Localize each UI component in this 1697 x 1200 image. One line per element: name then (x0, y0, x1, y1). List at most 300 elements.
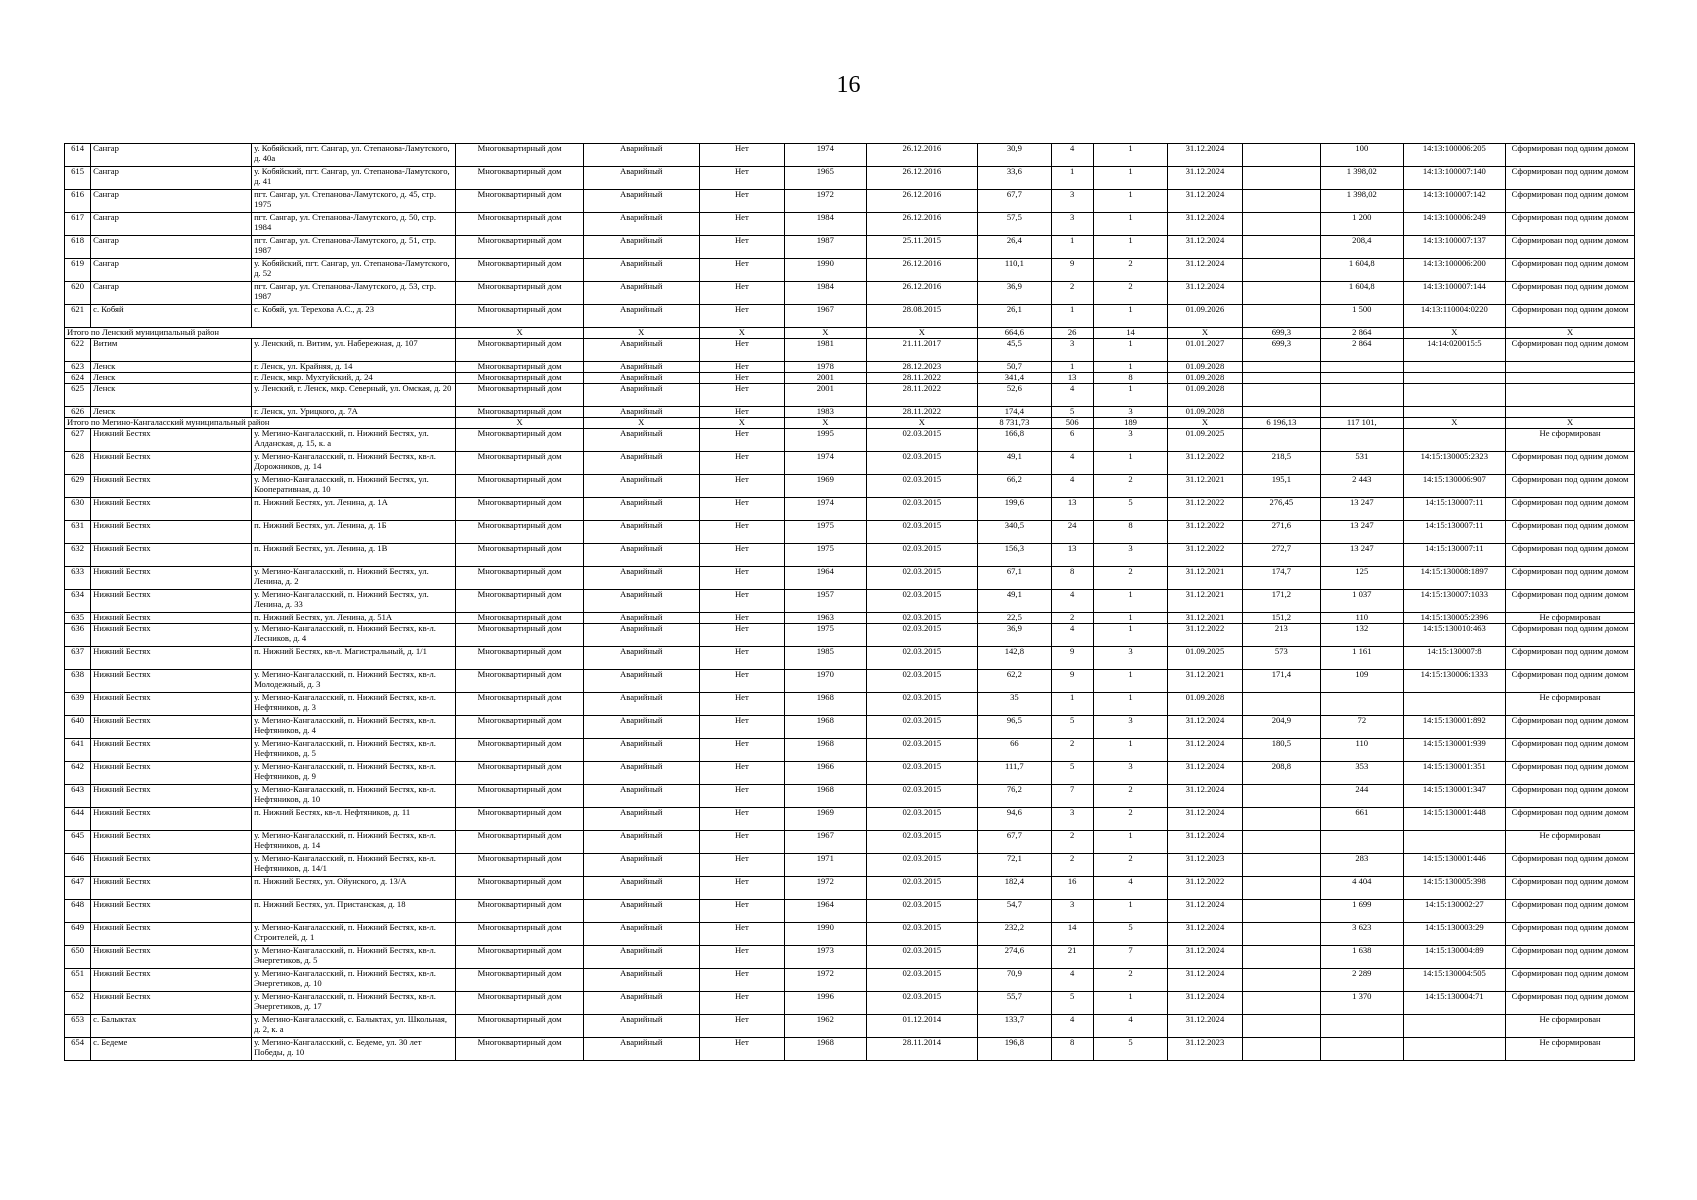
relocation-deadline-cell: 31.12.2024 (1168, 236, 1242, 259)
relocation-deadline-cell: 01.09.2028 (1168, 384, 1242, 407)
value-a-cell (1242, 236, 1320, 259)
value-b-cell: 244 (1321, 785, 1403, 808)
building-type-cell: Многоквартирный дом (456, 647, 584, 670)
count-b-cell: 2 (1093, 808, 1167, 831)
value-a-cell (1242, 362, 1320, 373)
flag-cell: Нет (699, 384, 784, 407)
condition-cell: Аварийный (583, 969, 699, 992)
count-a-cell: 3 (1051, 339, 1093, 362)
table-row (65, 693, 1635, 716)
count-a-cell: 9 (1051, 647, 1093, 670)
row-number: 644 (65, 808, 91, 831)
count-a-cell: 2 (1051, 854, 1093, 877)
area-cell: 49,1 (978, 452, 1051, 475)
cadastral-number-cell (1403, 693, 1506, 716)
count-b-cell: 1 (1093, 831, 1167, 854)
condition-cell: Аварийный (583, 475, 699, 498)
recognition-date-cell: 02.03.2015 (866, 590, 978, 613)
address-cell: у. Мегино-Кангаласский, п. Нижний Бестях, ул. Ленина, д. 2 (252, 567, 456, 590)
row-number: 651 (65, 969, 91, 992)
relocation-deadline-cell: 31.12.2023 (1168, 854, 1242, 877)
subtotal-area-cell: 664,6 (978, 328, 1051, 339)
building-type-cell: Многоквартирный дом (456, 670, 584, 693)
year-built-cell: 1957 (785, 590, 866, 613)
condition-cell: Аварийный (583, 521, 699, 544)
count-b-cell: 1 (1093, 362, 1167, 373)
recognition-date-cell: 02.03.2015 (866, 647, 978, 670)
value-b-cell (1321, 429, 1403, 452)
value-a-cell (1242, 900, 1320, 923)
building-type-cell: Многоквартирный дом (456, 716, 584, 739)
land-plot-note-cell: Не сформирован (1506, 429, 1635, 452)
subtotal-value-b-cell: 117 101, (1321, 418, 1403, 429)
settlement-cell: Ленск (91, 407, 252, 418)
land-plot-note-cell: Сформирован под одним домом (1506, 854, 1635, 877)
relocation-deadline-cell: 31.12.2021 (1168, 590, 1242, 613)
count-b-cell: 1 (1093, 167, 1167, 190)
address-cell: у. Кобяйский, пгт. Сангар, ул. Степанова-Ламутского, д. 52 (252, 259, 456, 282)
relocation-deadline-cell: 01.09.2025 (1168, 647, 1242, 670)
value-b-cell: 1 638 (1321, 946, 1403, 969)
condition-cell: Аварийный (583, 167, 699, 190)
recognition-date-cell: 02.03.2015 (866, 613, 978, 624)
area-cell: 182,4 (978, 877, 1051, 900)
address-cell: у. Кобяйский, пгт. Сангар, ул. Степанова-Ламутского, д. 41 (252, 167, 456, 190)
value-a-cell (1242, 693, 1320, 716)
address-cell: пгт. Сангар, ул. Степанова-Ламутского, д. 45, стр. 1975 (252, 190, 456, 213)
recognition-date-cell: 02.03.2015 (866, 946, 978, 969)
area-cell: 66,2 (978, 475, 1051, 498)
address-cell: п. Нижний Бестях, ул. Ленина, д. 51А (252, 613, 456, 624)
cadastral-number-cell: 14:13:100006:200 (1403, 259, 1506, 282)
flag-cell: Нет (699, 992, 784, 1015)
relocation-deadline-cell: 01.09.2028 (1168, 362, 1242, 373)
building-type-cell: Многоквартирный дом (456, 992, 584, 1015)
count-a-cell: 5 (1051, 407, 1093, 418)
value-a-cell (1242, 384, 1320, 407)
value-a-cell (1242, 167, 1320, 190)
value-b-cell: 2 443 (1321, 475, 1403, 498)
address-cell: п. Нижний Бестях, ул. Ленина, д. 1В (252, 544, 456, 567)
value-a-cell (1242, 305, 1320, 328)
subtotal-relocation-deadline-cell: X (1168, 418, 1242, 429)
value-b-cell: 13 247 (1321, 544, 1403, 567)
row-number: 629 (65, 475, 91, 498)
recognition-date-cell: 28.11.2022 (866, 373, 978, 384)
value-b-cell (1321, 362, 1403, 373)
flag-cell: Нет (699, 624, 784, 647)
count-b-cell: 1 (1093, 900, 1167, 923)
value-b-cell: 1 604,8 (1321, 282, 1403, 305)
relocation-deadline-cell: 31.12.2024 (1168, 716, 1242, 739)
row-number: 641 (65, 739, 91, 762)
row-number: 654 (65, 1038, 91, 1061)
value-b-cell: 353 (1321, 762, 1403, 785)
value-a-cell (1242, 1038, 1320, 1061)
condition-cell: Аварийный (583, 1015, 699, 1038)
settlement-cell: с. Бедеме (91, 1038, 252, 1061)
flag-cell: Нет (699, 831, 784, 854)
recognition-date-cell: 25.11.2015 (866, 236, 978, 259)
relocation-deadline-cell: 31.12.2022 (1168, 544, 1242, 567)
flag-cell: Нет (699, 259, 784, 282)
building-type-cell: Многоквартирный дом (456, 190, 584, 213)
flag-cell: Нет (699, 282, 784, 305)
year-built-cell: 1969 (785, 808, 866, 831)
land-plot-note-cell: Сформирован под одним домом (1506, 946, 1635, 969)
row-number: 645 (65, 831, 91, 854)
value-b-cell (1321, 1015, 1403, 1038)
year-built-cell: 1987 (785, 236, 866, 259)
table-row (65, 808, 1635, 831)
count-a-cell: 13 (1051, 498, 1093, 521)
address-cell: у. Мегино-Кангаласский, п. Нижний Бестях, кв-л. Молодежный, д. 3 (252, 670, 456, 693)
cadastral-number-cell: 14:13:100007:142 (1403, 190, 1506, 213)
value-b-cell (1321, 1038, 1403, 1061)
condition-cell: Аварийный (583, 544, 699, 567)
table-row (65, 992, 1635, 1015)
count-b-cell: 1 (1093, 190, 1167, 213)
settlement-cell: Сангар (91, 144, 252, 167)
value-a-cell (1242, 831, 1320, 854)
year-built-cell: 1981 (785, 339, 866, 362)
building-type-cell: Многоквартирный дом (456, 407, 584, 418)
subtotal-recognition-date-cell: X (866, 418, 978, 429)
cadastral-number-cell: 14:15:130005:2396 (1403, 613, 1506, 624)
count-b-cell: 3 (1093, 407, 1167, 418)
count-b-cell: 5 (1093, 498, 1167, 521)
building-type-cell: Многоквартирный дом (456, 384, 584, 407)
count-a-cell: 2 (1051, 613, 1093, 624)
year-built-cell: 1975 (785, 544, 866, 567)
settlement-cell: Нижний Бестях (91, 647, 252, 670)
condition-cell: Аварийный (583, 452, 699, 475)
row-number: 652 (65, 992, 91, 1015)
year-built-cell: 1964 (785, 900, 866, 923)
building-type-cell: Многоквартирный дом (456, 544, 584, 567)
cadastral-number-cell (1403, 362, 1506, 373)
count-b-cell: 5 (1093, 923, 1167, 946)
recognition-date-cell: 02.03.2015 (866, 992, 978, 1015)
subtotal-relocation-deadline-cell: X (1168, 328, 1242, 339)
settlement-cell: Нижний Бестях (91, 762, 252, 785)
settlement-cell: Нижний Бестях (91, 877, 252, 900)
relocation-deadline-cell: 31.12.2024 (1168, 213, 1242, 236)
table-row (65, 544, 1635, 567)
condition-cell: Аварийный (583, 498, 699, 521)
address-cell: п. Нижний Бестях, кв-л. Магистральный, д. 1/1 (252, 647, 456, 670)
subtotal-condition-cell: X (583, 418, 699, 429)
condition-cell: Аварийный (583, 992, 699, 1015)
relocation-deadline-cell: 31.12.2022 (1168, 624, 1242, 647)
count-b-cell: 4 (1093, 877, 1167, 900)
count-b-cell: 2 (1093, 282, 1167, 305)
value-b-cell: 208,4 (1321, 236, 1403, 259)
flag-cell: Нет (699, 429, 784, 452)
recognition-date-cell: 26.12.2016 (866, 167, 978, 190)
recognition-date-cell: 02.03.2015 (866, 693, 978, 716)
building-type-cell: Многоквартирный дом (456, 521, 584, 544)
condition-cell: Аварийный (583, 785, 699, 808)
row-number: 643 (65, 785, 91, 808)
building-type-cell: Многоквартирный дом (456, 429, 584, 452)
land-plot-note-cell: Сформирован под одним домом (1506, 969, 1635, 992)
flag-cell: Нет (699, 785, 784, 808)
recognition-date-cell: 02.03.2015 (866, 521, 978, 544)
value-b-cell: 1 398,02 (1321, 190, 1403, 213)
table-row (65, 373, 1635, 384)
relocation-deadline-cell: 31.12.2021 (1168, 613, 1242, 624)
settlement-cell: Нижний Бестях (91, 693, 252, 716)
value-a-cell: 218,5 (1242, 452, 1320, 475)
value-b-cell (1321, 831, 1403, 854)
row-number: 615 (65, 167, 91, 190)
settlement-cell: Нижний Бестях (91, 670, 252, 693)
value-b-cell: 3 623 (1321, 923, 1403, 946)
table-row (65, 1038, 1635, 1061)
condition-cell: Аварийный (583, 407, 699, 418)
recognition-date-cell: 26.12.2016 (866, 213, 978, 236)
cadastral-number-cell: 14:15:130006:1333 (1403, 670, 1506, 693)
address-cell: у. Мегино-Кангаласский, п. Нижний Бестях, кв-л. Энергетиков, д. 10 (252, 969, 456, 992)
cadastral-number-cell: 14:15:130001:892 (1403, 716, 1506, 739)
table-row (65, 236, 1635, 259)
recognition-date-cell: 02.03.2015 (866, 452, 978, 475)
recognition-date-cell: 28.12.2023 (866, 362, 978, 373)
recognition-date-cell: 02.03.2015 (866, 877, 978, 900)
flag-cell: Нет (699, 339, 784, 362)
value-b-cell: 4 404 (1321, 877, 1403, 900)
land-plot-note-cell: Сформирован под одним домом (1506, 567, 1635, 590)
table-row (65, 521, 1635, 544)
cadastral-number-cell: 14:13:100006:205 (1403, 144, 1506, 167)
flag-cell: Нет (699, 1038, 784, 1061)
subtotal-recognition-date-cell: X (866, 328, 978, 339)
count-a-cell: 1 (1051, 693, 1093, 716)
year-built-cell: 1972 (785, 190, 866, 213)
cadastral-number-cell: 14:15:130010:463 (1403, 624, 1506, 647)
count-a-cell: 4 (1051, 590, 1093, 613)
year-built-cell: 1973 (785, 946, 866, 969)
value-a-cell: 151,2 (1242, 613, 1320, 624)
value-a-cell (1242, 1015, 1320, 1038)
recognition-date-cell: 02.03.2015 (866, 900, 978, 923)
count-b-cell: 8 (1093, 373, 1167, 384)
count-b-cell: 1 (1093, 144, 1167, 167)
year-built-cell: 1972 (785, 969, 866, 992)
condition-cell: Аварийный (583, 716, 699, 739)
count-b-cell: 1 (1093, 693, 1167, 716)
row-number: 621 (65, 305, 91, 328)
flag-cell: Нет (699, 236, 784, 259)
value-b-cell: 283 (1321, 854, 1403, 877)
year-built-cell: 1968 (785, 693, 866, 716)
year-built-cell: 1984 (785, 213, 866, 236)
value-b-cell: 100 (1321, 144, 1403, 167)
condition-cell: Аварийный (583, 213, 699, 236)
address-cell: у. Мегино-Кангаласский, п. Нижний Бестях, ул. Ленина, д. 33 (252, 590, 456, 613)
value-b-cell (1321, 407, 1403, 418)
count-a-cell: 9 (1051, 259, 1093, 282)
area-cell: 133,7 (978, 1015, 1051, 1038)
count-b-cell: 5 (1093, 1038, 1167, 1061)
recognition-date-cell: 02.03.2015 (866, 429, 978, 452)
relocation-deadline-cell: 31.12.2024 (1168, 992, 1242, 1015)
land-plot-note-cell: Не сформирован (1506, 1015, 1635, 1038)
land-plot-note-cell: Сформирован под одним домом (1506, 305, 1635, 328)
count-a-cell: 4 (1051, 384, 1093, 407)
count-b-cell: 1 (1093, 613, 1167, 624)
row-number: 639 (65, 693, 91, 716)
condition-cell: Аварийный (583, 190, 699, 213)
building-type-cell: Многоквартирный дом (456, 1015, 584, 1038)
table-row (65, 831, 1635, 854)
count-b-cell: 8 (1093, 521, 1167, 544)
recognition-date-cell: 26.12.2016 (866, 259, 978, 282)
year-built-cell: 1985 (785, 647, 866, 670)
land-plot-note-cell: Сформирован под одним домом (1506, 452, 1635, 475)
year-built-cell: 1974 (785, 144, 866, 167)
recognition-date-cell: 02.03.2015 (866, 475, 978, 498)
count-b-cell: 1 (1093, 213, 1167, 236)
settlement-cell: Сангар (91, 190, 252, 213)
condition-cell: Аварийный (583, 670, 699, 693)
year-built-cell: 1995 (785, 429, 866, 452)
value-a-cell: 195,1 (1242, 475, 1320, 498)
land-plot-note-cell: Сформирован под одним домом (1506, 762, 1635, 785)
cadastral-number-cell: 14:15:130004:71 (1403, 992, 1506, 1015)
year-built-cell: 1968 (785, 1038, 866, 1061)
table-row (65, 498, 1635, 521)
address-cell: у. Мегино-Кангаласский, п. Нижний Бестях, кв-л. Энергетиков, д. 5 (252, 946, 456, 969)
area-cell: 35 (978, 693, 1051, 716)
year-built-cell: 1968 (785, 716, 866, 739)
address-cell: у. Мегино-Кангаласский, п. Нижний Бестях, кв-л. Нефтяников, д. 4 (252, 716, 456, 739)
condition-cell: Аварийный (583, 236, 699, 259)
building-type-cell: Многоквартирный дом (456, 923, 584, 946)
flag-cell: Нет (699, 946, 784, 969)
relocation-deadline-cell: 01.09.2025 (1168, 429, 1242, 452)
table-row (65, 716, 1635, 739)
area-cell: 22,5 (978, 613, 1051, 624)
year-built-cell: 1968 (785, 785, 866, 808)
value-a-cell (1242, 213, 1320, 236)
cadastral-number-cell: 14:15:130001:446 (1403, 854, 1506, 877)
year-built-cell: 1971 (785, 854, 866, 877)
subtotal-value-a-cell: 699,3 (1242, 328, 1320, 339)
flag-cell: Нет (699, 521, 784, 544)
building-type-cell: Многоквартирный дом (456, 1038, 584, 1061)
year-built-cell: 1996 (785, 992, 866, 1015)
row-number: 616 (65, 190, 91, 213)
condition-cell: Аварийный (583, 373, 699, 384)
settlement-cell: Нижний Бестях (91, 831, 252, 854)
area-cell: 96,5 (978, 716, 1051, 739)
settlement-cell: Нижний Бестях (91, 900, 252, 923)
relocation-deadline-cell: 31.12.2024 (1168, 1015, 1242, 1038)
building-type-cell: Многоквартирный дом (456, 808, 584, 831)
flag-cell: Нет (699, 567, 784, 590)
condition-cell: Аварийный (583, 282, 699, 305)
subtotal-cadastral-number-cell: X (1403, 418, 1506, 429)
row-number: 619 (65, 259, 91, 282)
value-a-cell (1242, 190, 1320, 213)
cadastral-number-cell: 14:15:130001:939 (1403, 739, 1506, 762)
subtotal-year-built-cell: X (785, 418, 866, 429)
relocation-deadline-cell: 31.12.2024 (1168, 900, 1242, 923)
value-b-cell: 661 (1321, 808, 1403, 831)
relocation-deadline-cell: 31.12.2024 (1168, 282, 1242, 305)
condition-cell: Аварийный (583, 362, 699, 373)
relocation-deadline-cell: 31.12.2023 (1168, 1038, 1242, 1061)
area-cell: 67,1 (978, 567, 1051, 590)
value-a-cell: 271,6 (1242, 521, 1320, 544)
relocation-deadline-cell: 31.12.2024 (1168, 923, 1242, 946)
area-cell: 111,7 (978, 762, 1051, 785)
land-plot-note-cell: Не сформирован (1506, 831, 1635, 854)
count-a-cell: 3 (1051, 808, 1093, 831)
table-row (65, 785, 1635, 808)
row-number: 642 (65, 762, 91, 785)
settlement-cell: с. Кобяй (91, 305, 252, 328)
building-type-cell: Многоквартирный дом (456, 475, 584, 498)
row-number: 640 (65, 716, 91, 739)
address-cell: г. Ленск, ул. Крайняя, д. 14 (252, 362, 456, 373)
cadastral-number-cell: 14:15:130007:11 (1403, 521, 1506, 544)
year-built-cell: 1975 (785, 521, 866, 544)
value-a-cell: 180,5 (1242, 739, 1320, 762)
value-a-cell (1242, 808, 1320, 831)
table-row (65, 167, 1635, 190)
count-a-cell: 4 (1051, 624, 1093, 647)
land-plot-note-cell: Сформирован под одним домом (1506, 647, 1635, 670)
count-a-cell: 4 (1051, 452, 1093, 475)
count-b-cell: 2 (1093, 259, 1167, 282)
count-a-cell: 6 (1051, 429, 1093, 452)
row-number: 622 (65, 339, 91, 362)
count-a-cell: 1 (1051, 362, 1093, 373)
settlement-cell: Сангар (91, 213, 252, 236)
address-cell: у. Мегино-Кангаласский, п. Нижний Бестях, кв-л. Нефтяников, д. 3 (252, 693, 456, 716)
row-number: 637 (65, 647, 91, 670)
count-a-cell: 14 (1051, 923, 1093, 946)
address-cell: у. Ленский, п. Витим, ул. Набережная, д. 107 (252, 339, 456, 362)
settlement-cell: Нижний Бестях (91, 992, 252, 1015)
value-b-cell: 2 289 (1321, 969, 1403, 992)
area-cell: 33,6 (978, 167, 1051, 190)
year-built-cell: 1964 (785, 567, 866, 590)
value-b-cell: 2 864 (1321, 339, 1403, 362)
land-plot-note-cell: Сформирован под одним домом (1506, 144, 1635, 167)
land-plot-note-cell: Сформирован под одним домом (1506, 992, 1635, 1015)
year-built-cell: 1975 (785, 624, 866, 647)
flag-cell: Нет (699, 877, 784, 900)
count-a-cell: 4 (1051, 144, 1093, 167)
recognition-date-cell: 02.03.2015 (866, 567, 978, 590)
settlement-cell: Нижний Бестях (91, 854, 252, 877)
relocation-deadline-cell: 31.12.2024 (1168, 739, 1242, 762)
count-b-cell: 2 (1093, 969, 1167, 992)
address-cell: с. Кобяй, ул. Терехова А.С., д. 23 (252, 305, 456, 328)
relocation-deadline-cell: 31.12.2024 (1168, 946, 1242, 969)
value-b-cell: 132 (1321, 624, 1403, 647)
address-cell: у. Мегино-Кангаласский, п. Нижний Бестях, кв-л. Нефтяников, д. 5 (252, 739, 456, 762)
year-built-cell: 1974 (785, 498, 866, 521)
flag-cell: Нет (699, 693, 784, 716)
condition-cell: Аварийный (583, 900, 699, 923)
area-cell: 54,7 (978, 900, 1051, 923)
flag-cell: Нет (699, 590, 784, 613)
